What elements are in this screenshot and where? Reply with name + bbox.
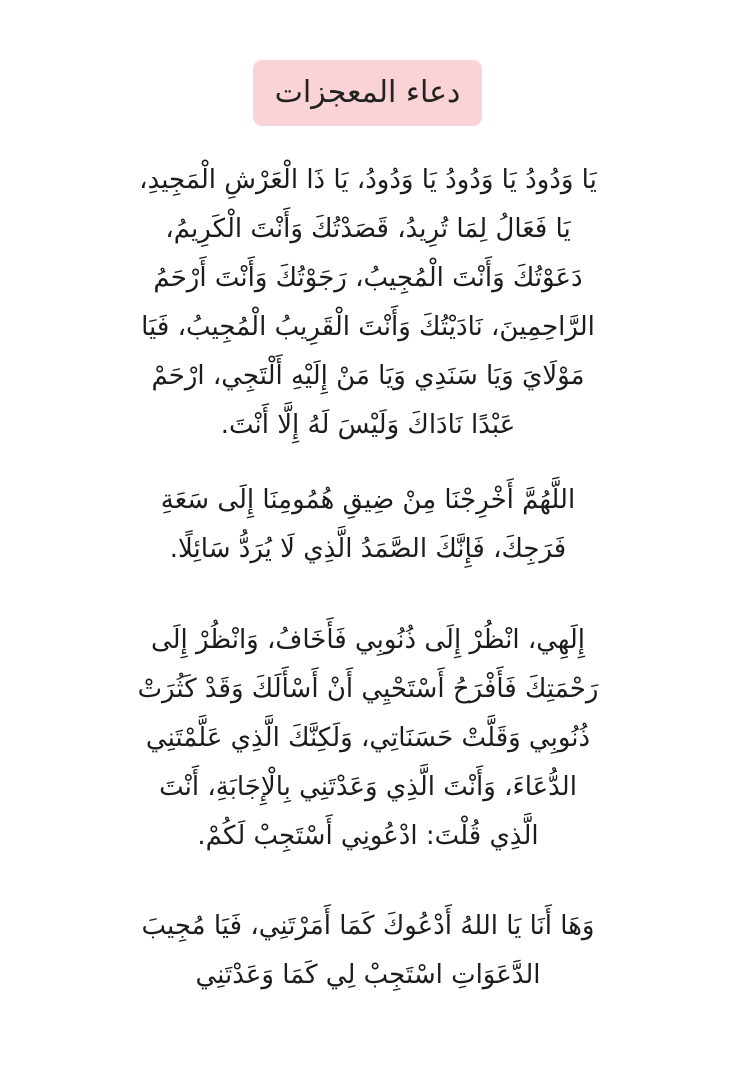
title-container bbox=[0, 60, 735, 126]
text-line: مَوْلَايَ وَيَا سَنَدِي وَيَا مَنْ إِلَيْهِ أَلْتَجِي، ارْحَمْ bbox=[151, 361, 585, 391]
text-line: الدَّعَوَاتِ اسْتَجِبْ لِي كَمَا وَعَدْتَنِي bbox=[195, 960, 541, 990]
text-line: فَرَجِكَ، فَإِنَّكَ الصَّمَدُ الَّذِي لَا يُرَدُّ سَائِلًا. bbox=[169, 534, 567, 564]
text-line: يَا وَدُودُ يَا وَدُودُ يَا وَدُودُ، يَا ذَا الْعَرْشِ الْمَجِيدِ، bbox=[139, 165, 597, 195]
paragraph-4 bbox=[88, 902, 648, 1000]
paragraph-1 bbox=[88, 156, 648, 450]
text-line: الدُّعَاءَ، وَأَنْتَ الَّذِي وَعَدْتَنِي بِالْإِجَابَةِ، أَنْتَ bbox=[159, 772, 577, 802]
text-line: الَّذِي قُلْتَ: ادْعُونِي أَسْتَجِبْ لَكُمْ. bbox=[197, 821, 539, 851]
paragraph-2 bbox=[88, 476, 648, 574]
text-line: اللَّهُمَّ أَخْرِجْنَا مِنْ ضِيقِ هُمُومِنَا إِلَى سَعَةِ bbox=[160, 485, 576, 515]
text-line: الرَّاحِمِينَ، نَادَيْتُكَ وَأَنْتَ الْقَرِيبُ الْمُجِيبُ، فَيَا bbox=[141, 312, 595, 342]
page-title: دعاء المعجزات bbox=[253, 60, 483, 126]
paragraph-3 bbox=[88, 616, 648, 861]
text-line: وَهَا أَنَا يَا اللهُ أَدْعُوكَ كَمَا أَمَرْتَنِي، فَيَا مُجِيبَ bbox=[141, 911, 595, 941]
text-line: يَا فَعَالُ لِمَا تُرِيدُ، قَصَدْتُكَ وَأَنْتَ الْكَرِيمُ، bbox=[165, 214, 571, 244]
text-line: دَعَوْتُكَ وَأَنْتَ الْمُجِيبُ، رَجَوْتُكَ وَأَنْتَ أَرْحَمُ bbox=[153, 263, 583, 293]
text-line: ذُنُوبِي وَقَلَّتْ حَسَنَاتِي، وَلَكِنَّكَ الَّذِي عَلَّمْتَنِي bbox=[145, 723, 591, 753]
text-line: رَحْمَتِكَ فَأَفْرَحُ أَسْتَحْيِي أَنْ أَسْأَلَكَ وَقَدْ كَثُرَتْ bbox=[137, 674, 599, 704]
text-line: عَبْدًا نَادَاكَ وَلَيْسَ لَهُ إِلَّا أَنْتَ. bbox=[220, 410, 516, 440]
text-line: إِلَهِي، انْظُرْ إِلَى ذُنُوبِي فَأَخَافُ، وَانْظُرْ إِلَى bbox=[150, 625, 586, 655]
